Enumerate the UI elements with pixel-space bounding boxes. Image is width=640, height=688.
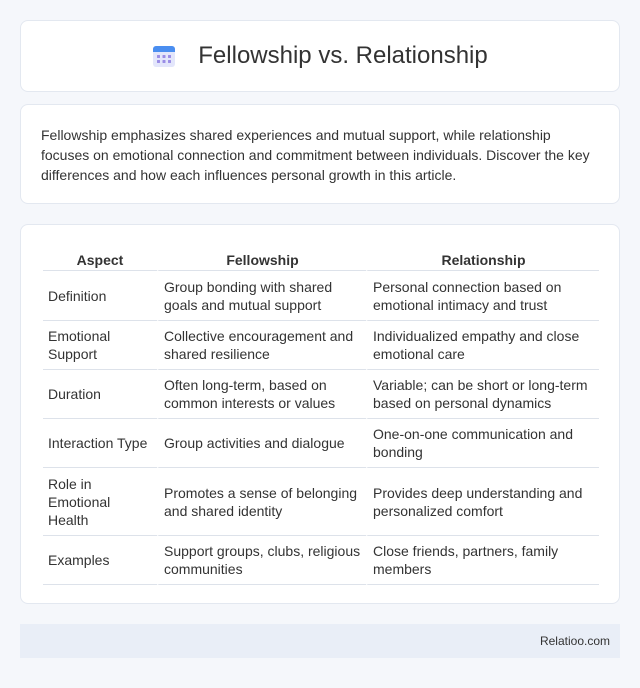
comparison-table <box>43 245 599 585</box>
cell-aspect: Interaction Type <box>43 419 157 468</box>
cell-fellowship: Group bonding with shared goals and mutual support <box>157 271 366 321</box>
cell-relationship: Provides deep understanding and personalized comfort <box>366 468 599 536</box>
table-row <box>43 370 599 419</box>
cell-relationship: Personal connection based on emotional intimacy and trust <box>366 271 599 321</box>
cell-aspect: Examples <box>43 536 157 585</box>
page-title: Fellowship vs. Relationship <box>198 42 488 69</box>
table-row <box>43 321 599 370</box>
table-row <box>43 468 599 536</box>
table-header-row <box>43 245 599 271</box>
cell-relationship: Variable; can be short or long-term based on personal dynamics <box>366 370 599 419</box>
table-row <box>43 419 599 468</box>
header-fellowship: Fellowship <box>157 245 366 271</box>
cell-fellowship: Promotes a sense of belonging and shared identity <box>157 468 366 536</box>
title-card <box>20 20 620 92</box>
cell-relationship: Individualized empathy and close emotional care <box>366 321 599 370</box>
intro-card <box>20 104 620 204</box>
cell-fellowship: Support groups, clubs, religious communities <box>157 536 366 585</box>
cell-relationship: Close friends, partners, family members <box>366 536 599 585</box>
cell-fellowship: Group activities and dialogue <box>157 419 366 468</box>
calendar-icon <box>152 44 176 68</box>
footer <box>20 624 620 658</box>
table-row <box>43 536 599 585</box>
cell-aspect: Role in Emotional Health <box>43 468 157 536</box>
cell-aspect: Emotional Support <box>43 321 157 370</box>
comparison-card <box>20 224 620 604</box>
header-aspect: Aspect <box>43 245 157 271</box>
cell-fellowship: Often long-term, based on common interests or values <box>157 370 366 419</box>
cell-aspect: Definition <box>43 271 157 321</box>
table-row <box>43 271 599 321</box>
cell-aspect: Duration <box>43 370 157 419</box>
cell-fellowship: Collective encouragement and shared resilience <box>157 321 366 370</box>
cell-relationship: One-on-one communication and bonding <box>366 419 599 468</box>
intro-text: Fellowship emphasizes shared experiences and mutual support, while relationship focuses on emotional connection and commitment between individuals. Discover the key differences and how each influences personal growth in this article. <box>41 127 590 183</box>
header-relationship: Relationship <box>366 245 599 271</box>
footer-site: Relatioo.com <box>539 634 610 648</box>
